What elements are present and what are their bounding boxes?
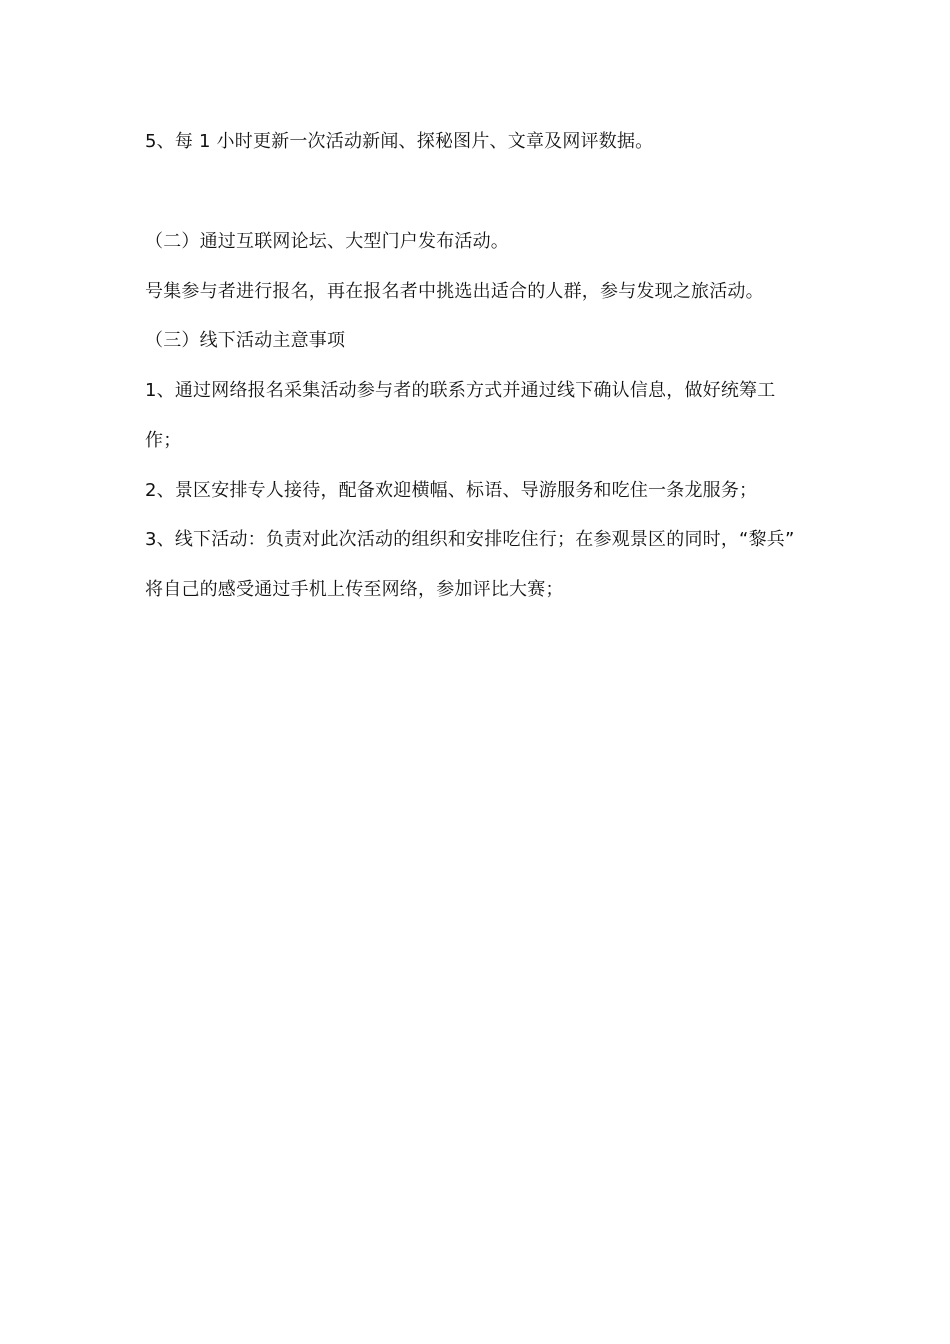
- item-1-line-2: 作；: [145, 430, 182, 451]
- section-2-heading: （二）通过互联网论坛、大型门户发布活动。: [145, 231, 509, 252]
- item-3-line-1: 3、线下活动：负责对此次活动的组织和安排吃住行；在参观景区的同时，“黎兵”: [145, 529, 795, 550]
- section-3-heading: （三）线下活动主意事项: [145, 330, 346, 351]
- item-1-line-1: 1、通过网络报名采集活动参与者的联系方式并通过线下确认信息，做好统筹工: [145, 380, 776, 401]
- item-2: 2、景区安排专人接待，配备欢迎横幅、标语、导游服务和吃住一条龙服务；: [145, 480, 758, 501]
- section-2-body: 号集参与者进行报名，再在报名者中挑选出适合的人群，参与发现之旅活动。: [145, 281, 764, 302]
- item-5-update-hourly: 5、每 1 小时更新一次活动新闻、探秘图片、文章及网评数据。: [145, 131, 654, 152]
- item-3-line-2: 将自己的感受通过手机上传至网络，参加评比大赛；: [145, 579, 564, 600]
